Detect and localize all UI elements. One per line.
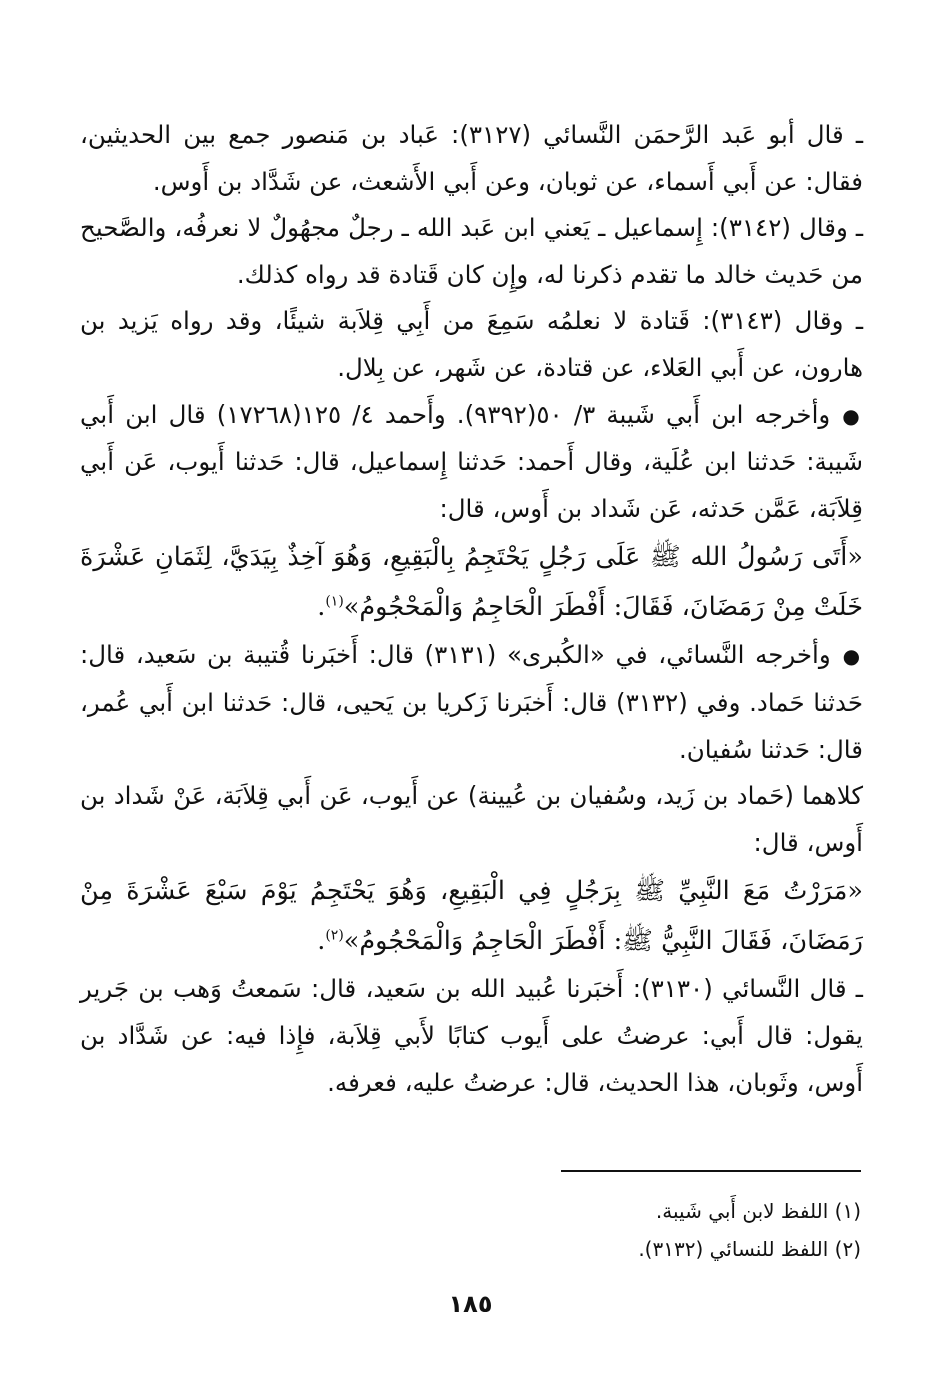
paragraph-kubra [80,632,863,773]
footnote-divider [561,1170,861,1172]
paragraph-nasai-3142: ـ وقال (٣١٤٢): إِسماعيل ـ يَعني ابن عَبد الله ـ رجلٌ مجهُولٌ لا نعرفُه، والصَّحيح من حَديث خالد ما تقدم ذكرنا له، وإِن كان قَتادة قد رواه كذلك. [80,213,863,289]
footnote-ref-1: (١) [325,593,344,610]
paragraph-text: وأخرجه النَّسائي، في «الكُبرى» (٣١٣١) قال: أَخبَرنا قُتيبة بن سَعيد، قال: حَدثنا حَماد. وفي (٣١٣٢) قال: أَخبَرنا زَكريا بن يَحيى، قال: حَدثنا ابن أَبي عُمر، قال: حَدثنا سُفيان. [80,640,863,764]
bullet-icon: ● [842,644,863,669]
page-body [80,112,863,1106]
paragraph-nasai-3130: ـ قال النَّسائي (٣١٣٠): أَخبَرنا عُبيد الله بن سَعيد، قال: سَمعتُ وَهب بن جَرير يقول: قال أَبي: عرضتُ على أَيوب كتابًا لأَبي قِلاَبة، فإِذا فيه: عن شَدَّاد بن أَوس، وثَوبان، هذا الحديث، قال: عرضتُ عليه، فعرفه. [80,974,863,1097]
bullet-icon: ● [842,403,864,428]
footnote-1: (١) اللفظ لابن أَبي شَيبة. [655,1199,861,1223]
paragraph-kilahuma: كلاهما (حَماد بن زَيد، وسُفيان بن عُيينة) عن أَيوب، عَن أَبي قِلاَبَة، عَنْ شَداد بن أَوس، قال: [80,781,863,857]
paragraph-nasai-3143: ـ وقال (٣١٤٣): قَتادة لا نعلمُه سَمِعَ من أَبِي قِلاَبة شيئًا، وقد رواه يَزيد بن هارون، عن أَبي العَلاء، عن قتادة، عن شَهر، عن بِلال. [80,306,863,382]
footnotes [78,1192,861,1268]
hadith-text-1: «أَتَى رَسُولُ الله ﷺ عَلَى رَجُلٍ يَحْتَجِمُ بِالْبَقِيعِ، وَهُوَ آخِذٌ بِيَدَيَّ، لِثَمَانِ عَشْرَةَ خَلَتْ مِنْ رَمَضَانَ، فَقَالَ: أَفْطَرَ الْحَاجِمُ وَالْمَحْجُومُ»$^{(١)}$. [80,542,863,623]
hadith-text-2: «مَرَرْتُ مَعَ النَّبِيِّ ﷺ بِرَجُلٍ فِي الْبَقِيعِ، وَهُوَ يَحْتَجِمُ يَوْمَ سَبْعَ عَشْرَةَ مِنْ رَمَضَانَ، فَقَالَ النَّبِيُّ ﷺ: أَفْطَرَ الْحَاجِمُ وَالْمَحْجُومُ»$^{(٢)}$. [80,876,863,957]
page-number: ١٨٥ [448,1290,493,1318]
hadith-content: «مَرَرْتُ مَعَ النَّبِيِّ ﷺ بِرَجُلٍ فِي الْبَقِيعِ، وَهُوَ يَحْتَجِمُ يَوْمَ سَبْعَ عَشْرَةَ مِنْ رَمَضَانَ، فَقَالَ النَّبِيُّ ﷺ: أَفْطَرَ الْحَاجِمُ وَالْمَحْجُومُ» [80,876,863,957]
footnote-2: (٢) اللفظ للنسائي (٣١٣٢). [638,1237,861,1261]
hadith-content: «أَتَى رَسُولُ الله ﷺ عَلَى رَجُلٍ يَحْتَجِمُ بِالْبَقِيعِ، وَهُوَ آخِذٌ بِيَدَيَّ، لِثَمَانِ عَشْرَةَ خَلَتْ مِنْ رَمَضَانَ، فَقَالَ: أَفْطَرَ الْحَاجِمُ وَالْمَحْجُومُ» [80,542,863,623]
footnote-ref-2: (٢) [325,927,344,944]
paragraph-ibn-abi-shayba [80,392,863,533]
paragraph-nasai-3127: ـ قال أبو عَبد الرَّحمَن النَّسائي (٣١٢٧): عَباد بن مَنصور جمع بين الحديثين، فقال: عن أَبي أَسماء، عن ثوبان، وعن أَبي الأَشعث، عن شَدَّاد بن أَوس. [80,120,863,196]
paragraph-text: وأخرجه ابن أَبي شَيبة ٣/ ٥٠(٩٣٩٢). وأَحمد ٤/ ١٢٥(١٧٢٦٨) قال ابن أَبي شَيبة: حَدثنا ابن عُلَية، وقال أَحمد: حَدثنا إِسماعيل، قال: حَدثنا أَيوب، عَن أَبي قِلاَبَة، عَمَّن حَدثه، عَن شَداد بن أَوس، قال: [80,399,863,523]
